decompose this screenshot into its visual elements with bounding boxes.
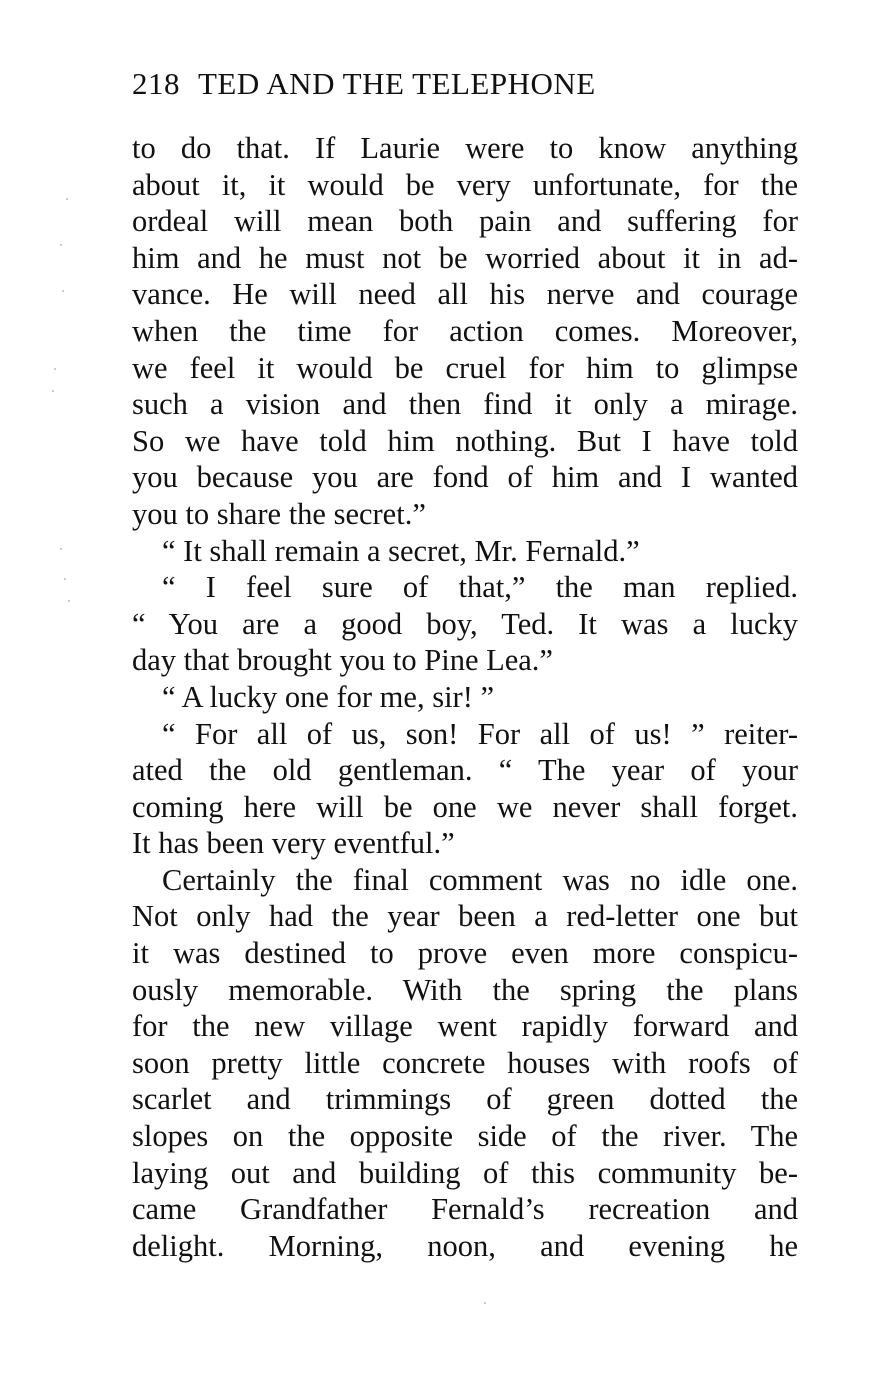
text-line: scarlet and trimmings of green dotted the: [132, 1082, 798, 1117]
text-line: you to share the secret.”: [132, 496, 426, 531]
text-line: Not only had the year been a red-letter one but: [132, 899, 798, 934]
scan-speck: [54, 368, 56, 370]
text-line: laying out and building of this community be-: [132, 1155, 798, 1190]
text-line: soon pretty little concrete houses with roofs of: [132, 1045, 798, 1080]
text-line: for the new village went rapidly forward and: [132, 1009, 798, 1044]
text-line: “ A lucky one for me, sir! ”: [162, 679, 495, 714]
text-line: it was destined to prove even more conspicu-: [132, 936, 798, 971]
scan-speck: [60, 244, 62, 246]
text-line: coming here will be one we never shall forget.: [132, 789, 798, 824]
scan-speck: [66, 198, 68, 200]
text-line: slopes on the opposite side of the river. The: [132, 1119, 798, 1154]
text-line: It has been very eventful.”: [132, 826, 455, 861]
text-line: delight. Morning, noon, and evening he: [132, 1228, 798, 1263]
text-line: ated the old gentleman. “ The year of your: [132, 753, 798, 788]
page-number: 218: [132, 66, 180, 101]
text-line: “ It shall remain a secret, Mr. Fernald.”: [162, 533, 640, 568]
text-line: when the time for action comes. Moreover,: [132, 313, 798, 348]
text-line: such a vision and then find it only a mirage.: [132, 387, 798, 422]
scan-speck: [60, 548, 62, 550]
scan-speck: [62, 290, 64, 292]
scan-speck: [64, 578, 66, 580]
scan-speck: [68, 600, 70, 602]
text-line: Certainly the final comment was no idle one.: [162, 862, 798, 897]
text-line: vance. He will need all his nerve and courage: [132, 277, 798, 312]
text-line: ously memorable. With the spring the plans: [132, 972, 798, 1007]
text-line: “ I feel sure of that,” the man replied.: [162, 570, 798, 605]
text-line: to do that. If Laurie were to know anything: [132, 131, 798, 165]
text-line: him and he must not be worried about it in ad-: [132, 240, 798, 275]
scan-speck: [52, 390, 54, 392]
scan-speck: [484, 1302, 486, 1304]
text-line: “ For all of us, son! For all of us! ” reiter-: [162, 716, 798, 751]
running-header: [132, 66, 802, 102]
text-line: “ You are a good boy, Ted. It was a lucky: [132, 606, 798, 641]
text-line: So we have told him nothing. But I have told: [132, 423, 798, 458]
text-line: about it, it would be very unfortunate, for the: [132, 167, 798, 202]
body-text: [132, 130, 798, 1264]
text-line: we feel it would be cruel for him to glimpse: [132, 350, 798, 385]
text-line: ordeal will mean both pain and suffering for: [132, 204, 798, 239]
running-title: TED AND THE TELEPHONE: [198, 66, 596, 101]
text-line: you because you are fond of him and I wanted: [132, 460, 798, 495]
text-line: day that brought you to Pine Lea.”: [132, 643, 553, 678]
text-line: came Grandfather Fernald’s recreation and: [132, 1192, 798, 1227]
